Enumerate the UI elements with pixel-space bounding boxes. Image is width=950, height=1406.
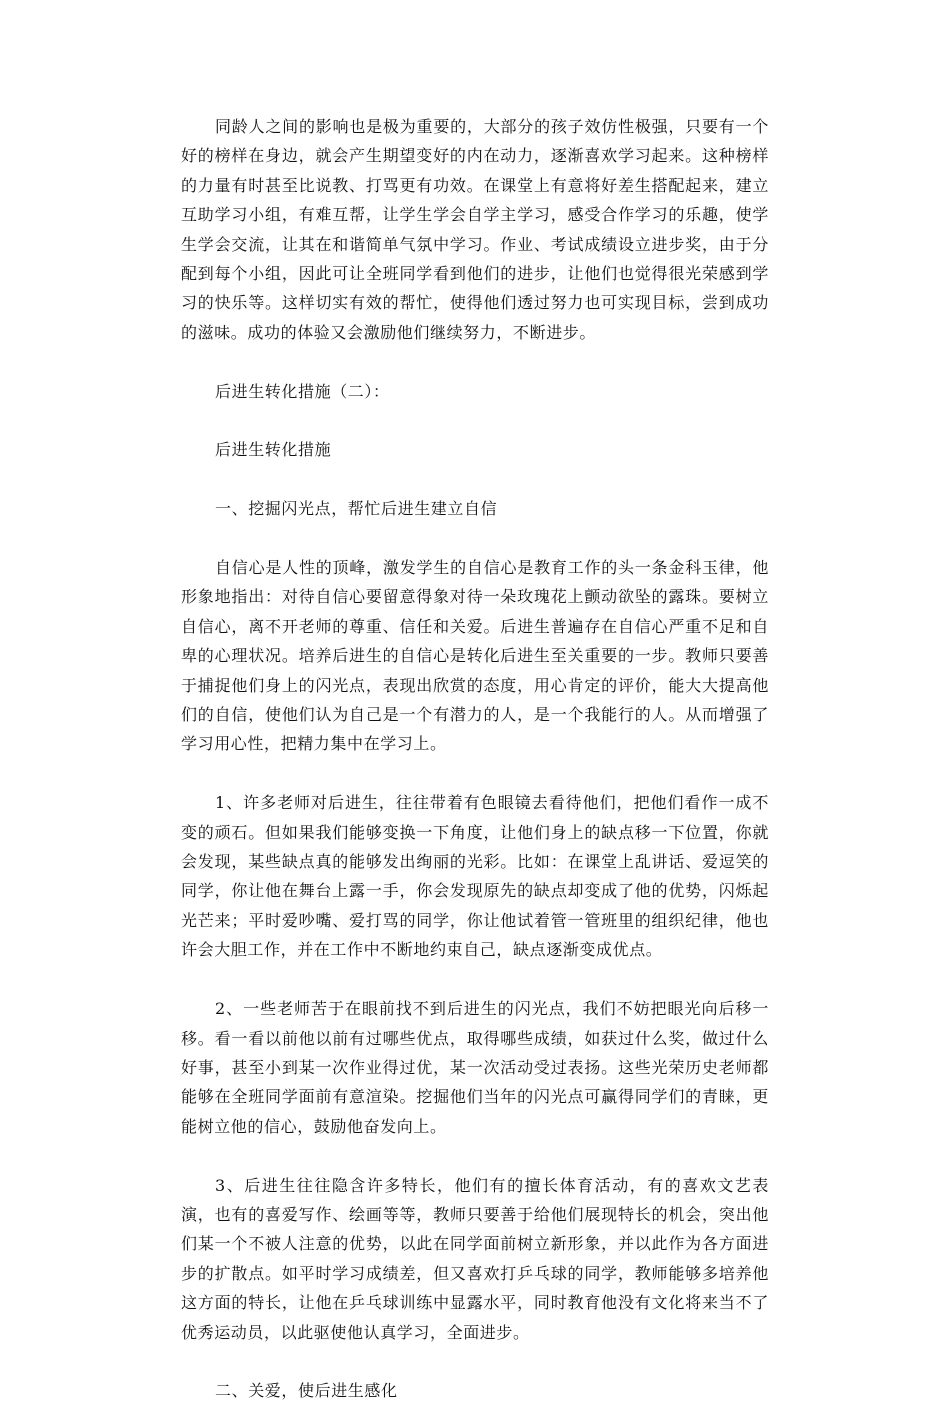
paragraph-confidence: 自信心是人性的顶峰，激发学生的自信心是教育工作的头一条金科玉律，他形象地指出：对待自信心要留意得象对待一朵玫瑰花上颤动欲坠的露珠。要树立自信心，离不开老师的尊重、信任和关爱。后进生普遍存在自信心严重不足和自卑的心理状况。培养后进生的自信心是转化后进生至关重要的一步。教师只要善于捕捉他们身上的闪光点，表现出欣赏的态度，用心肯定的评价，能大大提高他们的自信，使他们认为自己是一个有潜力的人，是一个我能行的人。从而增强了学习用心性，把精力集中在学习上。 [181,558,769,754]
section-heading-two: 二、关爱，使后进生感化 [215,1381,398,1401]
paragraph-gap [181,1347,769,1376]
paragraph-gap [181,465,769,494]
section-heading-measures-two: 后进生转化措施（二）： [215,381,390,401]
paragraph-point-3: 3、后进生往往隐含许多特长，他们有的擅长体育活动，有的喜欢文艺表演，也有的喜爱写作、绘画等等，教师只要善于给他们展现特长的机会，突出他们某一个不被人注意的优势，以此在同学面前树立新形象，并以此作为各方面进步的扩散点。如平时学习成绩差，但又喜欢打乒乓球的同学，教师能够多培养他这方面的特长，让他在乒乓球训练中显露水平，同时教育他没有文化将来当不了优秀运动员，以此驱使他认真学习，全面进步。 [181,1175,769,1342]
paragraph-gap [181,759,769,788]
paragraph-gap [181,965,769,994]
paragraph-gap [181,406,769,435]
paragraph-gap [181,1141,769,1170]
paragraph-peer-influence: 同龄人之间的影响也是极为重要的，大部分的孩子效仿性极强，只要有一个好的榜样在身边，就会产生期望变好的内在动力，逐渐喜欢学习起来。这种榜样的力量有时甚至比说教、打骂更有功效。在课堂上有意将好差生搭配起来，建立互助学习小组，有难互帮，让学生学会自学主学习，感受合作学习的乐趣，使学生学会交流，让其在和谐简单气氛中学习。作业、考试成绩设立进步奖，由于分配到每个小组，因此可让全班同学看到他们的进步，让他们也觉得很光荣感到学习的快乐等。这样切实有效的帮忙，使得他们透过努力也可实现目标，尝到成功的滋味。成功的体验又会激励他们继续努力，不断进步。 [181,117,769,342]
section-heading-measures: 后进生转化措施 [215,440,332,460]
paragraph-point-1: 1、许多老师对后进生，往往带着有色眼镜去看待他们，把他们看作一成不变的顽石。但如果我们能够变换一下角度，让他们身上的缺点移一下位置，你就会发现，某些缺点真的能够发出绚丽的光彩。比如：在课堂上乱讲话、爱逗笑的同学，你让他在舞台上露一手，你会发现原先的缺点却变成了他的优势，闪烁起光芒来；平时爱吵嘴、爱打骂的同学，你让他试着管一管班里的组织纪律，他也许会大胆工作，并在工作中不断地约束自己，缺点逐渐变成优点。 [181,793,769,960]
paragraph-gap [181,347,769,376]
paragraph-point-2: 2、一些老师苦于在眼前找不到后进生的闪光点，我们不妨把眼光向后移一移。看一看以前他以前有过哪些优点，取得哪些成绩，如获过什么奖，做过什么好事，甚至小到某一次作业得过优，某一次活动受过表扬。这些光荣历史老师都能够在全班同学面前有意渲染。挖掘他们当年的闪光点可赢得同学们的青睐，更能树立他的信心，鼓励他奋发向上。 [181,999,769,1136]
paragraph-gap [181,524,769,553]
document-page [181,112,769,1406]
section-heading-one: 一、挖掘闪光点，帮忙后进生建立自信 [215,499,498,519]
